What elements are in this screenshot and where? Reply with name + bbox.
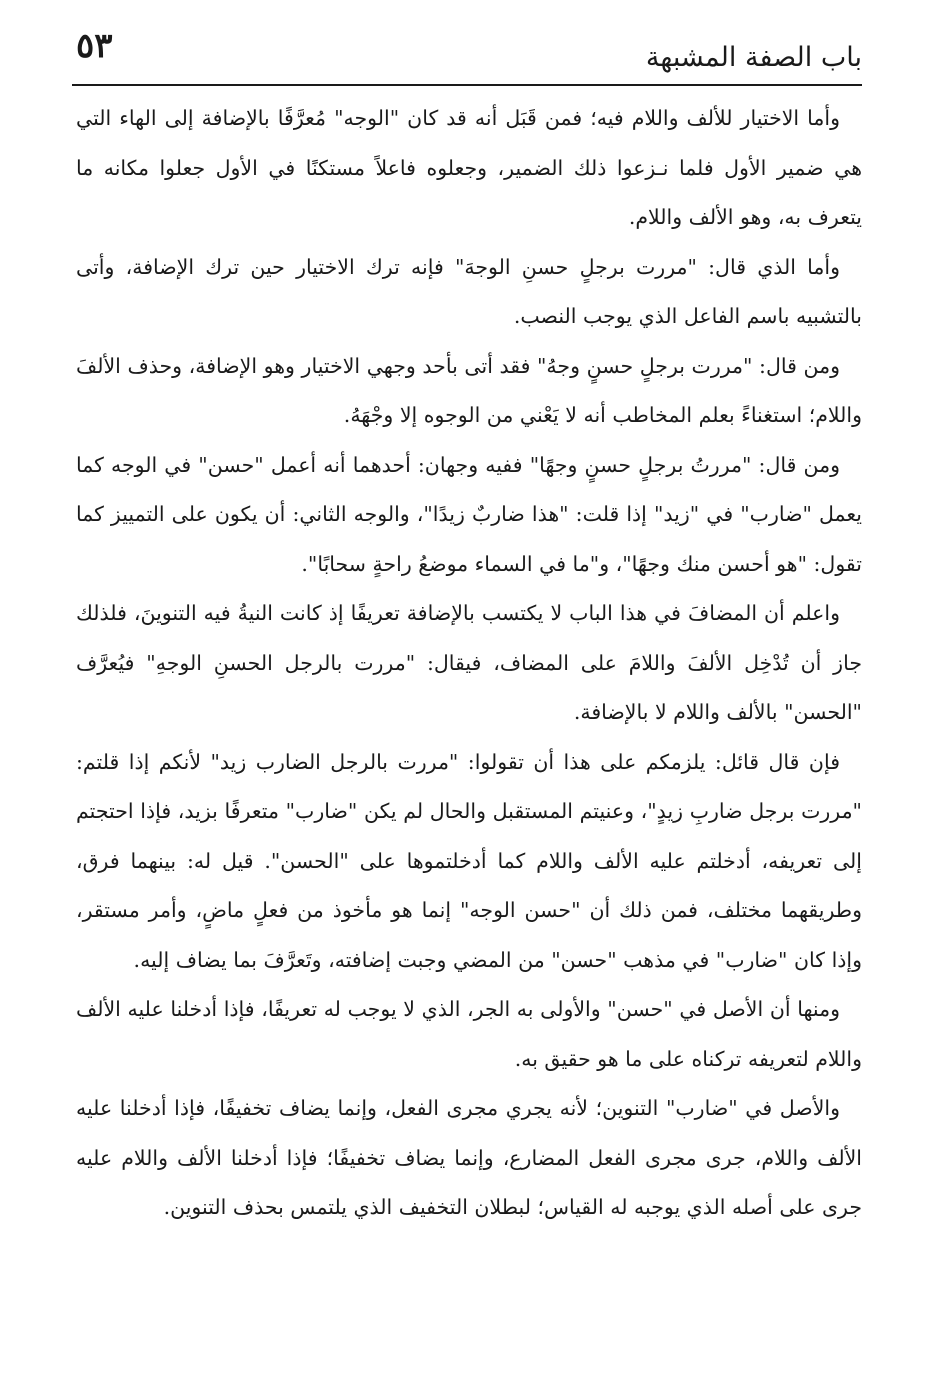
page-body <box>76 94 862 1233</box>
header-rule <box>72 84 862 86</box>
paragraph: والأصل في "ضارب" التنوين؛ لأنه يجري مجرى الفعل، وإنما يضاف تخفيفًا، فإذا أدخلنا عليه الألف واللام، جرى مجرى الفعل المضارع، وإنما يضاف تخفيفًا؛ فإذا أدخلنا الألف واللام عليه جرى على أصله الذي يوجبه له القياس؛ لبطلان التخفيف الذي يلتمس بحذف التنوين. <box>76 1096 862 1219</box>
paragraph: ومن قال: "مررت برجلٍ حسنٍ وجهُ" فقد أتى بأحد وجهي الاختيار وهو الإضافة، وحذف الألفَ واللام؛ استغناءً بعلم المخاطب أنه لا يَعْني من الوجوه إلا وجْهَهُ. <box>76 353 862 427</box>
chapter-title: باب الصفة المشبهة <box>645 42 862 73</box>
page-header <box>72 16 862 88</box>
paragraph: واعلم أن المضافَ في هذا الباب لا يكتسب بالإضافة تعريفًا إذ كانت النيةُ فيه التنوينَ، فلذلك جاز أن تُدْخِل الألفَ واللامَ على المضاف، فيقال: "مررت بالرجل الحسنِ الوجهِ" فيُعرَّف "الحسن" بالألف واللام لا بالإضافة. <box>76 601 862 724</box>
paragraph: فإن قال قائل: يلزمكم على هذا أن تقولوا: "مررت بالرجل الضارب زيد" لأنكم إذا قلتم: "مررت برجل ضاربِ زيدٍ"، وعنيتم المستقبل والحال لم يكن "ضارب" متعرفًا بزيد، فإذا احتجتم إلى تعريفه، أدخلتم عليه الألف واللام كما أدخلتموها على "الحسن". قيل له: بينهما فرق، وطريقهما مختلف، فمن ذلك أن "حسن الوجه" إنما هو مأخوذ من فعلٍ ماضٍ، وأمر مستقر، وإذا كان "ضارب" في مذهب "حسن" من المضي وجبت إضافته، وتَعرَّفَ بما يضاف إليه. <box>76 749 862 972</box>
paragraph: وأما الذي قال: "مررت برجلٍ حسنِ الوجهَ" فإنه ترك الاختيار حين ترك الإضافة، وأتى بالتشبيه باسم الفاعل الذي يوجب النصب. <box>76 254 862 328</box>
page-number: ٥٣ <box>76 26 113 66</box>
paragraph: ومنها أن الأصل في "حسن" والأولى به الجر، الذي لا يوجب له تعريفًا، فإذا أدخلنا عليه الألف واللام لتعريفه تركناه على ما هو حقيق به. <box>76 997 862 1071</box>
paragraph: وأما الاختيار للألف واللام فيه؛ فمن قَبَل أنه قد كان "الوجه" مُعرَّفًا بالإضافة إلى الهاء التي هي ضمير الأول فلما نـزعوا ذلك الضمير، وجعلوه فاعلاً مستكنًا في الأول جعلوا مكانه ما يتعرف به، وهو الألف واللام. <box>76 106 862 229</box>
paragraph: ومن قال: "مررتُ برجلٍ حسنٍ وجهًا" ففيه وجهان: أحدهما أنه أعمل "حسن" في الوجه كما يعمل "ضارب" في "زيد" إذا قلت: "هذا ضاربٌ زيدًا"، والوجه الثاني: أن يكون على التمييز كما تقول: "هو أحسن منك وجهًا"، و"ما في السماء موضعُ راحةٍ سحابًا". <box>76 452 862 576</box>
